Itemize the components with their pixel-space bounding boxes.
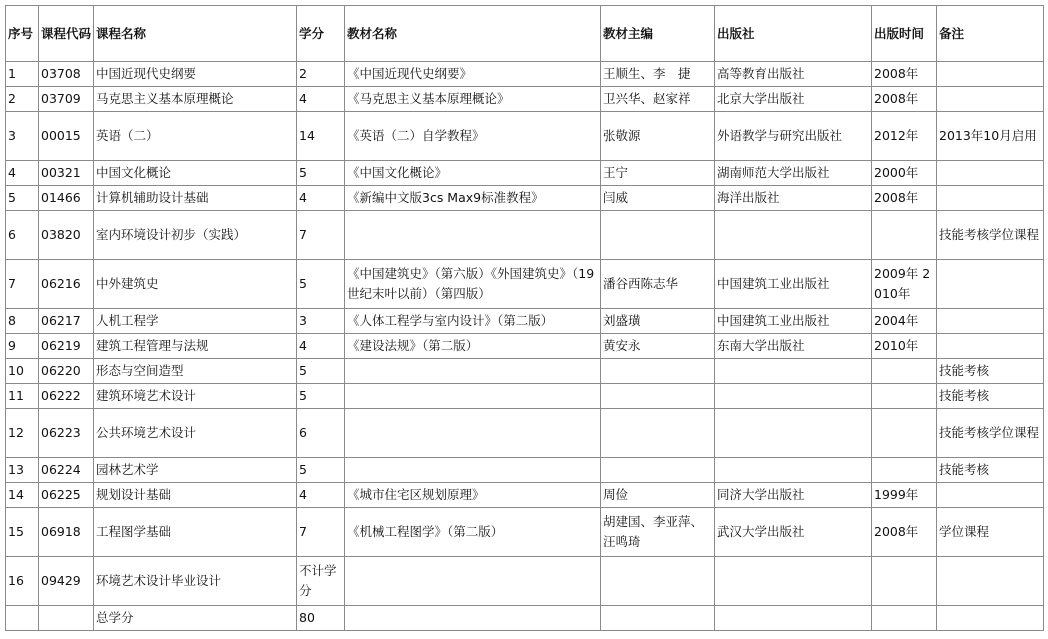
cell-credits: 5 bbox=[297, 384, 345, 409]
cell-course-name: 中国文化概论 bbox=[94, 161, 297, 186]
cell-remarks: 技能考核 bbox=[937, 359, 1044, 384]
cell-editor bbox=[601, 458, 715, 483]
cell bbox=[345, 606, 601, 631]
cell bbox=[601, 606, 715, 631]
cell-index: 15 bbox=[6, 508, 39, 557]
cell-publisher bbox=[715, 557, 872, 606]
cell-course-code: 06223 bbox=[39, 409, 94, 458]
cell-textbook bbox=[345, 557, 601, 606]
cell-publish-date bbox=[872, 458, 937, 483]
cell-course-code: 06216 bbox=[39, 260, 94, 309]
table-row bbox=[6, 161, 1044, 186]
cell-editor: 刘盛璜 bbox=[601, 309, 715, 334]
cell-textbook: 《中国建筑史》（第六版）《外国建筑史》（19世纪末叶以前）（第四版） bbox=[345, 260, 601, 309]
cell-publisher bbox=[715, 458, 872, 483]
header-course-name: 课程名称 bbox=[94, 6, 297, 62]
cell-publisher: 北京大学出版社 bbox=[715, 87, 872, 112]
cell-index: 16 bbox=[6, 557, 39, 606]
cell-index: 11 bbox=[6, 384, 39, 409]
table-row bbox=[6, 112, 1044, 161]
table-row bbox=[6, 384, 1044, 409]
cell-remarks bbox=[937, 334, 1044, 359]
cell-course-code: 09429 bbox=[39, 557, 94, 606]
cell-credits: 4 bbox=[297, 483, 345, 508]
table-row bbox=[6, 458, 1044, 483]
header-publisher: 出版社 bbox=[715, 6, 872, 62]
cell-textbook bbox=[345, 211, 601, 260]
cell-course-code: 03709 bbox=[39, 87, 94, 112]
cell-textbook bbox=[345, 359, 601, 384]
total-credits: 80 bbox=[297, 606, 345, 631]
cell-publisher bbox=[715, 384, 872, 409]
cell-editor: 黄安永 bbox=[601, 334, 715, 359]
cell-course-code: 00321 bbox=[39, 161, 94, 186]
cell-textbook: 《建设法规》（第二版） bbox=[345, 334, 601, 359]
cell bbox=[6, 606, 39, 631]
cell-course-code: 06219 bbox=[39, 334, 94, 359]
cell-course-name: 园林艺术学 bbox=[94, 458, 297, 483]
cell-editor: 潘谷西陈志华 bbox=[601, 260, 715, 309]
cell-credits: 4 bbox=[297, 87, 345, 112]
cell-course-name: 建筑工程管理与法规 bbox=[94, 334, 297, 359]
cell-remarks: 技能考核学位课程 bbox=[937, 409, 1044, 458]
cell-publisher: 东南大学出版社 bbox=[715, 334, 872, 359]
cell bbox=[715, 606, 872, 631]
table-row bbox=[6, 186, 1044, 211]
cell-publisher: 中国建筑工业出版社 bbox=[715, 260, 872, 309]
cell-index: 9 bbox=[6, 334, 39, 359]
cell-publish-date: 1999年 bbox=[872, 483, 937, 508]
table-row bbox=[6, 557, 1044, 606]
cell-index: 1 bbox=[6, 62, 39, 87]
cell-credits: 5 bbox=[297, 260, 345, 309]
header-index: 序号 bbox=[6, 6, 39, 62]
cell-index: 8 bbox=[6, 309, 39, 334]
header-course-code: 课程代码 bbox=[39, 6, 94, 62]
table-row bbox=[6, 211, 1044, 260]
total-label: 总学分 bbox=[94, 606, 297, 631]
table-row bbox=[6, 409, 1044, 458]
cell-publish-date: 2008年 bbox=[872, 186, 937, 211]
cell-editor: 王顺生、李 捷 bbox=[601, 62, 715, 87]
cell-textbook: 《中国近现代史纲要》 bbox=[345, 62, 601, 87]
cell-editor bbox=[601, 557, 715, 606]
cell-remarks: 技能考核 bbox=[937, 458, 1044, 483]
cell-credits: 3 bbox=[297, 309, 345, 334]
cell-course-code: 06225 bbox=[39, 483, 94, 508]
cell-editor: 周俭 bbox=[601, 483, 715, 508]
cell bbox=[39, 606, 94, 631]
cell-textbook bbox=[345, 384, 601, 409]
cell-editor: 闫威 bbox=[601, 186, 715, 211]
cell-editor: 王宁 bbox=[601, 161, 715, 186]
cell-editor: 张敬源 bbox=[601, 112, 715, 161]
cell-remarks bbox=[937, 87, 1044, 112]
cell-publish-date: 2008年 bbox=[872, 62, 937, 87]
header-row bbox=[6, 6, 1044, 62]
cell-credits: 7 bbox=[297, 508, 345, 557]
cell-textbook bbox=[345, 409, 601, 458]
cell-course-code: 03820 bbox=[39, 211, 94, 260]
cell-credits: 5 bbox=[297, 359, 345, 384]
cell-textbook: 《人体工程学与室内设计》（第二版） bbox=[345, 309, 601, 334]
cell-editor: 卫兴华、赵家祥 bbox=[601, 87, 715, 112]
cell-editor bbox=[601, 409, 715, 458]
cell-credits: 4 bbox=[297, 334, 345, 359]
cell-textbook: 《马克思主义基本原理概论》 bbox=[345, 87, 601, 112]
cell-textbook: 《机械工程图学》（第二版） bbox=[345, 508, 601, 557]
cell-publish-date bbox=[872, 409, 937, 458]
cell-course-code: 06220 bbox=[39, 359, 94, 384]
cell-course-code: 06222 bbox=[39, 384, 94, 409]
table-row bbox=[6, 334, 1044, 359]
cell-course-name: 环境艺术设计毕业设计 bbox=[94, 557, 297, 606]
cell-remarks bbox=[937, 186, 1044, 211]
header-publish-date: 出版时间 bbox=[872, 6, 937, 62]
cell-credits: 5 bbox=[297, 161, 345, 186]
cell-publisher: 武汉大学出版社 bbox=[715, 508, 872, 557]
cell-textbook: 《新编中文版3cs Max9标准教程》 bbox=[345, 186, 601, 211]
cell-course-name: 计算机辅助设计基础 bbox=[94, 186, 297, 211]
cell-credits: 2 bbox=[297, 62, 345, 87]
cell-index: 10 bbox=[6, 359, 39, 384]
cell-index: 6 bbox=[6, 211, 39, 260]
header-textbook: 教材名称 bbox=[345, 6, 601, 62]
cell-publish-date: 2008年 bbox=[872, 87, 937, 112]
cell-publisher: 海洋出版社 bbox=[715, 186, 872, 211]
cell-remarks: 学位课程 bbox=[937, 508, 1044, 557]
cell-publisher bbox=[715, 211, 872, 260]
table-row bbox=[6, 309, 1044, 334]
cell-course-name: 英语（二） bbox=[94, 112, 297, 161]
cell-publisher: 高等教育出版社 bbox=[715, 62, 872, 87]
cell-publish-date: 2000年 bbox=[872, 161, 937, 186]
cell-publisher: 同济大学出版社 bbox=[715, 483, 872, 508]
cell-course-code: 06217 bbox=[39, 309, 94, 334]
cell-remarks: 技能考核 bbox=[937, 384, 1044, 409]
cell-remarks: 2013年10月启用 bbox=[937, 112, 1044, 161]
table-row bbox=[6, 359, 1044, 384]
cell-index: 5 bbox=[6, 186, 39, 211]
cell-course-name: 工程图学基础 bbox=[94, 508, 297, 557]
cell-publisher bbox=[715, 409, 872, 458]
cell-index: 12 bbox=[6, 409, 39, 458]
cell-index: 4 bbox=[6, 161, 39, 186]
cell-publish-date: 2004年 bbox=[872, 309, 937, 334]
cell-credits: 不计学分 bbox=[297, 557, 345, 606]
cell-publisher bbox=[715, 359, 872, 384]
cell-editor bbox=[601, 384, 715, 409]
cell-textbook: 《中国文化概论》 bbox=[345, 161, 601, 186]
cell-course-name: 形态与空间造型 bbox=[94, 359, 297, 384]
cell-publish-date: 2010年 bbox=[872, 334, 937, 359]
cell-textbook bbox=[345, 458, 601, 483]
cell-remarks bbox=[937, 161, 1044, 186]
cell-editor bbox=[601, 211, 715, 260]
cell-remarks: 技能考核学位课程 bbox=[937, 211, 1044, 260]
cell-editor bbox=[601, 359, 715, 384]
table-row bbox=[6, 508, 1044, 557]
cell-course-name: 建筑环境艺术设计 bbox=[94, 384, 297, 409]
cell bbox=[937, 606, 1044, 631]
cell-course-name: 马克思主义基本原理概论 bbox=[94, 87, 297, 112]
cell-credits: 14 bbox=[297, 112, 345, 161]
table-row bbox=[6, 87, 1044, 112]
header-credits: 学分 bbox=[297, 6, 345, 62]
cell-course-code: 01466 bbox=[39, 186, 94, 211]
cell-publish-date: 2008年 bbox=[872, 508, 937, 557]
header-remarks: 备注 bbox=[937, 6, 1044, 62]
cell bbox=[872, 606, 937, 631]
cell-course-name: 人机工程学 bbox=[94, 309, 297, 334]
cell-index: 13 bbox=[6, 458, 39, 483]
cell-index: 2 bbox=[6, 87, 39, 112]
cell-course-name: 中外建筑史 bbox=[94, 260, 297, 309]
header-editor: 教材主编 bbox=[601, 6, 715, 62]
cell-publish-date bbox=[872, 211, 937, 260]
cell-editor: 胡建国、李亚萍、汪鸣琦 bbox=[601, 508, 715, 557]
cell-remarks bbox=[937, 62, 1044, 87]
cell-credits: 6 bbox=[297, 409, 345, 458]
cell-remarks bbox=[937, 260, 1044, 309]
cell-publisher: 外语教学与研究出版社 bbox=[715, 112, 872, 161]
cell-remarks bbox=[937, 483, 1044, 508]
cell-remarks bbox=[937, 309, 1044, 334]
cell-publisher: 中国建筑工业出版社 bbox=[715, 309, 872, 334]
table-row bbox=[6, 260, 1044, 309]
cell-course-code: 03708 bbox=[39, 62, 94, 87]
total-row bbox=[6, 606, 1044, 631]
cell-course-name: 规划设计基础 bbox=[94, 483, 297, 508]
table-row bbox=[6, 483, 1044, 508]
cell-publisher: 湖南师范大学出版社 bbox=[715, 161, 872, 186]
cell-textbook: 《英语（二）自学教程》 bbox=[345, 112, 601, 161]
cell-credits: 7 bbox=[297, 211, 345, 260]
course-textbook-table bbox=[5, 5, 1044, 631]
cell-course-name: 中国近现代史纲要 bbox=[94, 62, 297, 87]
cell-credits: 4 bbox=[297, 186, 345, 211]
cell-index: 7 bbox=[6, 260, 39, 309]
cell-publish-date: 2012年 bbox=[872, 112, 937, 161]
cell-publish-date: 2009年 2010年 bbox=[872, 260, 937, 309]
cell-publish-date bbox=[872, 359, 937, 384]
cell-index: 14 bbox=[6, 483, 39, 508]
cell-credits: 5 bbox=[297, 458, 345, 483]
cell-course-name: 室内环境设计初步（实践） bbox=[94, 211, 297, 260]
cell-index: 3 bbox=[6, 112, 39, 161]
cell-course-name: 公共环境艺术设计 bbox=[94, 409, 297, 458]
cell-course-code: 00015 bbox=[39, 112, 94, 161]
cell-remarks bbox=[937, 557, 1044, 606]
cell-publish-date bbox=[872, 384, 937, 409]
cell-course-code: 06224 bbox=[39, 458, 94, 483]
table-row bbox=[6, 62, 1044, 87]
cell-publish-date bbox=[872, 557, 937, 606]
cell-textbook: 《城市住宅区规划原理》 bbox=[345, 483, 601, 508]
cell-course-code: 06918 bbox=[39, 508, 94, 557]
